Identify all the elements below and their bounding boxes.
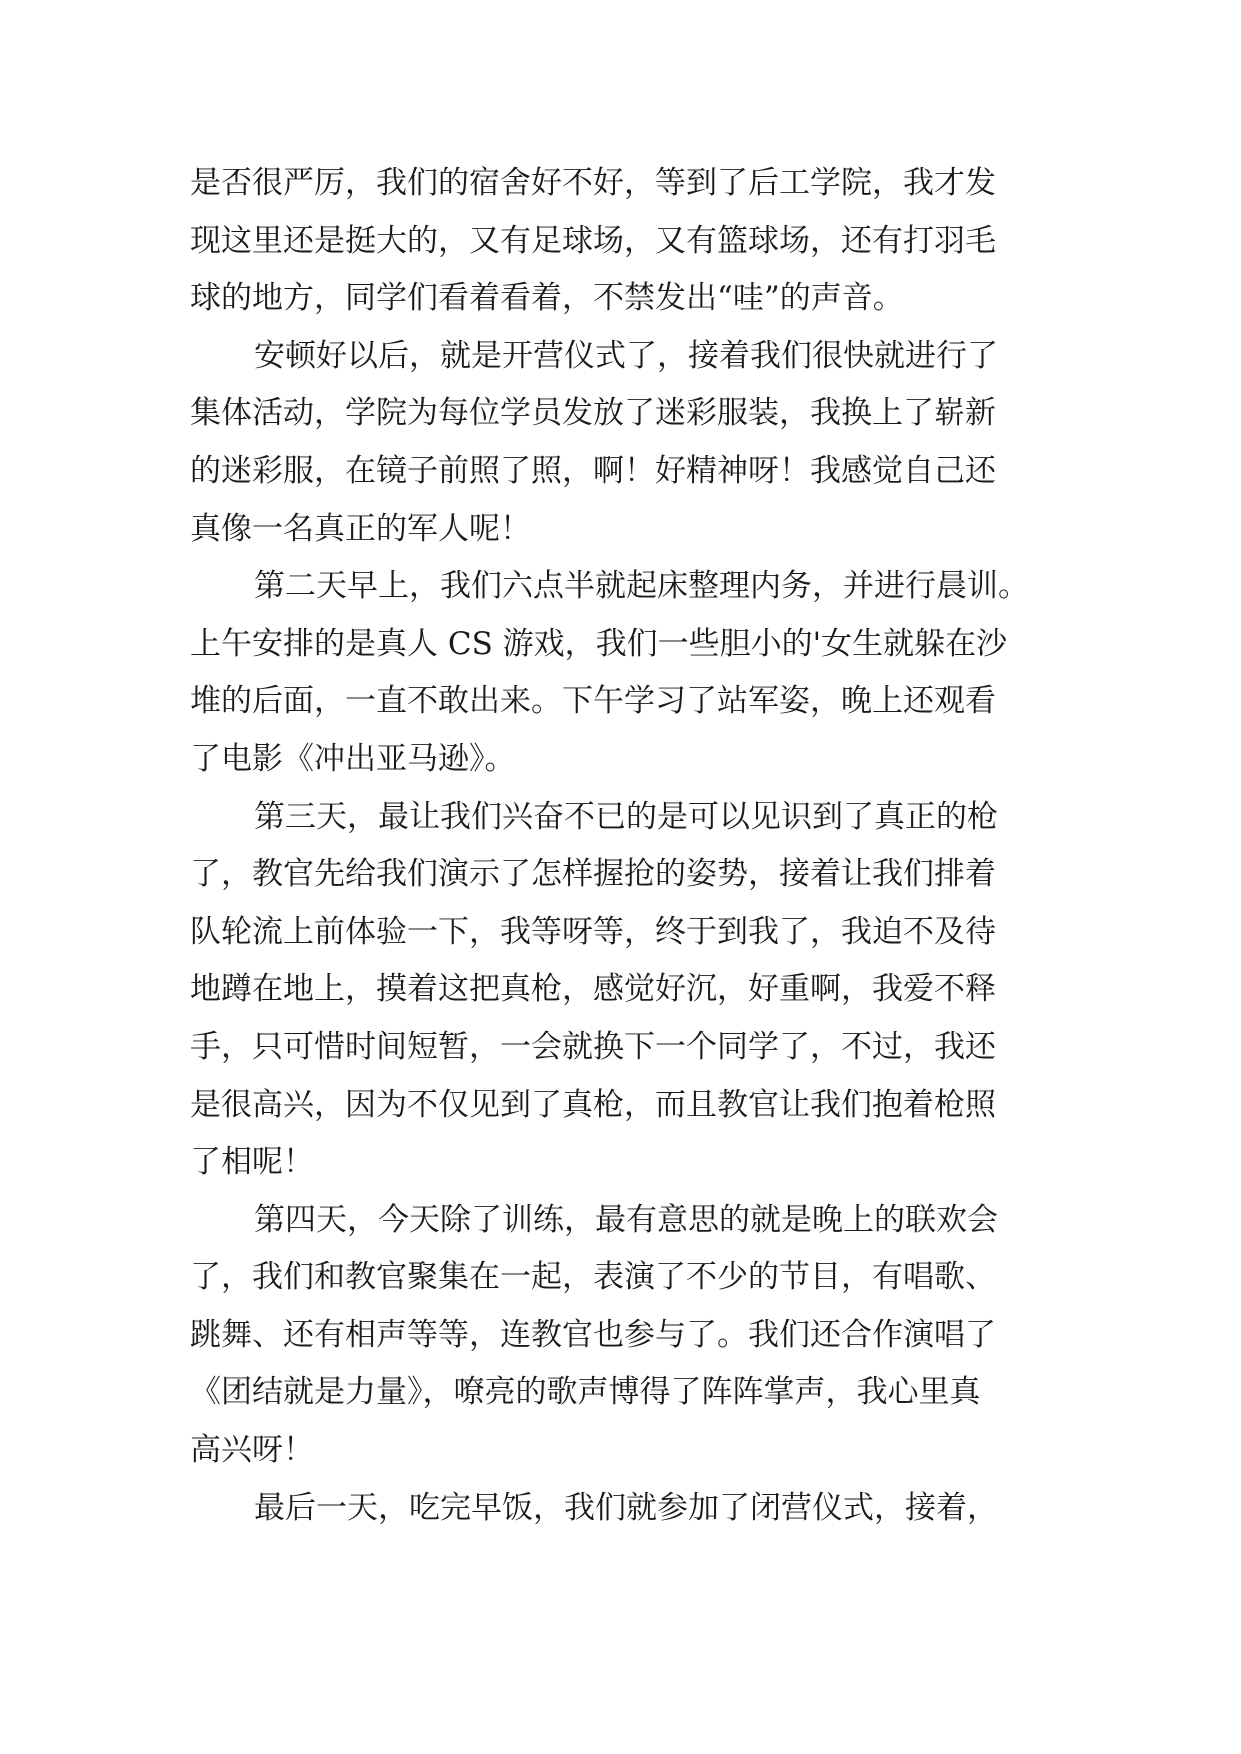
text-line: 现这里还是挺大的，又有足球场，又有篮球场，还有打羽毛 — [190, 222, 996, 259]
paragraph-first-line: 第二天早上，我们六点半就起床整理内务，并进行晨训。 — [254, 568, 1029, 605]
text-line: 了相呢！ — [190, 1144, 314, 1181]
text-line: 真像一名真正的军人呢！ — [190, 510, 531, 547]
text-line: 是否很严厉，我们的宿舍好不好，等到了后工学院，我才发 — [190, 165, 996, 201]
text-line: 地蹲在地上，摸着这把真枪，感觉好沉，好重啊，我爱不释 — [190, 971, 996, 1008]
text-line: 高兴呀！ — [190, 1432, 314, 1469]
paragraph-first-line: 第三天，最让我们兴奋不已的是可以见识到了真正的枪 — [254, 798, 998, 835]
text-line: 堆的后面，一直不敢出来。下午学习了站军姿，晚上还观看 — [190, 683, 996, 720]
text-line: 手，只可惜时间短暂，一会就换下一个同学了，不过，我还 — [190, 1028, 996, 1065]
text-line: 集体活动，学院为每位学员发放了迷彩服装，我换上了崭新 — [190, 395, 996, 432]
paragraph-first-line: 第四天，今天除了训练，最有意思的就是晚上的联欢会 — [254, 1201, 998, 1238]
paragraph-first-line: 最后一天，吃完早饭，我们就参加了闭营仪式，接着， — [254, 1489, 998, 1526]
text-line: 了，教官先给我们演示了怎样握抢的姿势，接着让我们排着 — [190, 856, 996, 893]
text-line: 的迷彩服，在镜子前照了照，啊！好精神呀！我感觉自己还 — [190, 452, 996, 489]
text-line: 队轮流上前体验一下，我等呀等，终于到我了，我迫不及待 — [190, 913, 996, 950]
text-line: 上午安排的是真人 CS 游戏，我们一些胆小的'女生就躲在沙 — [190, 625, 1008, 662]
text-line: 《团结就是力量》，嘹亮的歌声博得了阵阵掌声，我心里真 — [190, 1374, 981, 1411]
text-line: 球的地方，同学们看着看着，不禁发出“哇”的声音。 — [190, 280, 904, 317]
text-line: 了，我们和教官聚集在一起，表演了不少的节目，有唱歌、 — [190, 1259, 996, 1296]
text-line: 了电影《冲出亚马逊》。 — [190, 740, 516, 777]
text-line: 是很高兴，因为不仅见到了真枪，而且教官让我们抱着枪照 — [190, 1086, 996, 1123]
paragraph-first-line: 安顿好以后，就是开营仪式了，接着我们很快就进行了 — [254, 337, 998, 374]
body-text — [190, 155, 1052, 1537]
text-line: 跳舞、还有相声等等，连教官也参与了。我们还合作演唱了 — [190, 1316, 996, 1353]
